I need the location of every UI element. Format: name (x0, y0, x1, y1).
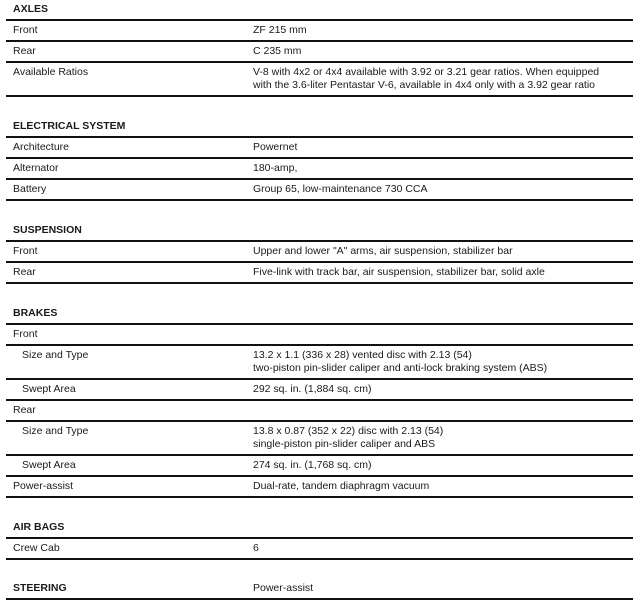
row-value (253, 401, 633, 420)
section-title: AIR BAGS (6, 518, 633, 539)
value-line: 13.8 x 0.87 (352 x 22) disc with 2.13 (54) (253, 425, 444, 437)
row-label: Crew Cab (13, 542, 60, 554)
section-axles (6, 0, 633, 97)
row-label: Alternator (13, 162, 59, 174)
row-value: Group 65, low-maintenance 730 CCA (253, 183, 428, 195)
row-label: Size and Type (22, 349, 89, 361)
section-title: AXLES (6, 0, 633, 21)
section-brakes (6, 304, 633, 498)
table-row (6, 21, 633, 42)
table-row (6, 456, 633, 477)
table-row (6, 138, 633, 159)
value-line: V-8 with 4x2 or 4x4 available with 3.92 or 3.21 gear ratios. When equipped (253, 66, 600, 78)
table-row (6, 477, 633, 498)
row-label: Rear (13, 404, 36, 416)
table-row (6, 401, 633, 422)
section-title: SUSPENSION (6, 221, 633, 242)
row-value: Upper and lower "A" arms, air suspension, stabilizer bar (253, 245, 513, 257)
section-electrical-system (6, 117, 633, 201)
table-row (6, 180, 633, 201)
section-suspension (6, 221, 633, 284)
row-value: 180-amp, (253, 162, 298, 174)
row-label: Size and Type (22, 425, 89, 437)
row-value (253, 325, 633, 344)
row-label: Rear (13, 45, 36, 57)
value-line: with the 3.6-liter Pentastar V-6, available in 4x4 only with a 3.92 gear ratio (253, 79, 596, 91)
row-value: 292 sq. in. (1,884 sq. cm) (253, 383, 372, 395)
row-value: Powernet (253, 141, 298, 153)
row-label: Front (13, 245, 38, 257)
table-row (6, 263, 633, 284)
row-label: Architecture (13, 141, 70, 153)
section-title-row (6, 579, 633, 600)
value-line: single-piston pin-slider caliper and ABS (253, 438, 436, 450)
row-label: Front (13, 24, 38, 36)
row-value (253, 346, 633, 378)
row-value: Power-assist (253, 582, 314, 594)
table-row (6, 346, 633, 380)
row-label: Battery (13, 183, 47, 195)
row-label: Front (13, 328, 38, 340)
row-value: 6 (253, 542, 259, 554)
row-label: Swept Area (22, 459, 76, 471)
row-value (253, 63, 633, 95)
table-row (6, 159, 633, 180)
table-row (6, 242, 633, 263)
section-steering (6, 579, 633, 600)
section-title: ELECTRICAL SYSTEM (6, 117, 633, 138)
row-value: Dual-rate, tandem diaphragm vacuum (253, 480, 430, 492)
table-row (6, 539, 633, 560)
table-row (6, 325, 633, 346)
value-line: two-piston pin-slider caliper and anti-lock braking system (ABS) (253, 362, 548, 374)
table-row (6, 422, 633, 456)
row-label: Available Ratios (13, 66, 89, 78)
row-value: 274 sq. in. (1,768 sq. cm) (253, 459, 372, 471)
table-row (6, 63, 633, 97)
section-title: BRAKES (6, 304, 633, 325)
row-value: Five-link with track bar, air suspension, stabilizer bar, solid axle (253, 266, 545, 278)
table-row (6, 42, 633, 63)
row-value: ZF 215 mm (253, 24, 307, 36)
row-value: C 235 mm (253, 45, 302, 57)
row-label: Rear (13, 266, 36, 278)
row-label: Swept Area (22, 383, 76, 395)
table-row (6, 380, 633, 401)
row-value (253, 422, 633, 454)
row-label: Power-assist (13, 480, 74, 492)
section-air-bags (6, 518, 633, 560)
section-title: STEERING (13, 582, 67, 594)
value-line: 13.2 x 1.1 (336 x 28) vented disc with 2.13 (54) (253, 349, 472, 361)
